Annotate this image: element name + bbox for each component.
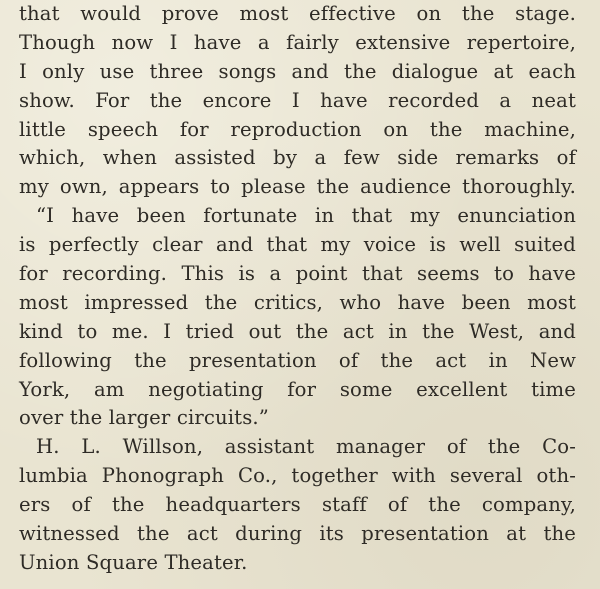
article-line-2: Though now I have a fairly extensive repertoire, xyxy=(19,30,576,54)
article-line-20: Union Square Theater. xyxy=(19,550,248,574)
article-line-7: my own, appears to please the audience thoroughly. xyxy=(19,175,576,199)
article-line-11: most impressed the critics, who have been most xyxy=(19,290,576,314)
article-line-3: I only use three songs and the dialogue at each xyxy=(19,59,576,83)
article-line-9: is perfectly clear and that my voice is well suited xyxy=(19,233,576,257)
article-line-16: H. L. Willson, assistant manager of the Co- xyxy=(36,435,576,459)
article-line-6: which, when assisted by a few side remarks of xyxy=(19,146,576,170)
article-line-10: for recording. This is a point that seems to have xyxy=(19,262,576,286)
article-line-1: that would prove most effective on the stage. xyxy=(19,2,576,25)
article-line-8: “I have been fortunate in that my enunciation xyxy=(36,204,576,228)
article-line-14: York, am negotiating for some excellent time xyxy=(19,377,576,401)
article-line-12: kind to me. I tried out the act in the West, and xyxy=(19,319,576,343)
article-column xyxy=(19,0,576,578)
article-line-19: witnessed the act during its presentation at the xyxy=(19,522,576,546)
article-line-17: lumbia Phonograph Co., together with several oth- xyxy=(19,464,576,488)
article-line-13: following the presentation of the act in New xyxy=(19,348,576,372)
article-line-4: show. For the encore I have recorded a neat xyxy=(19,88,576,112)
article-line-15: over the larger circuits.” xyxy=(19,406,269,430)
article-line-5: little speech for reproduction on the machine, xyxy=(19,117,576,141)
article-line-18: ers of the headquarters staff of the company, xyxy=(19,493,576,517)
